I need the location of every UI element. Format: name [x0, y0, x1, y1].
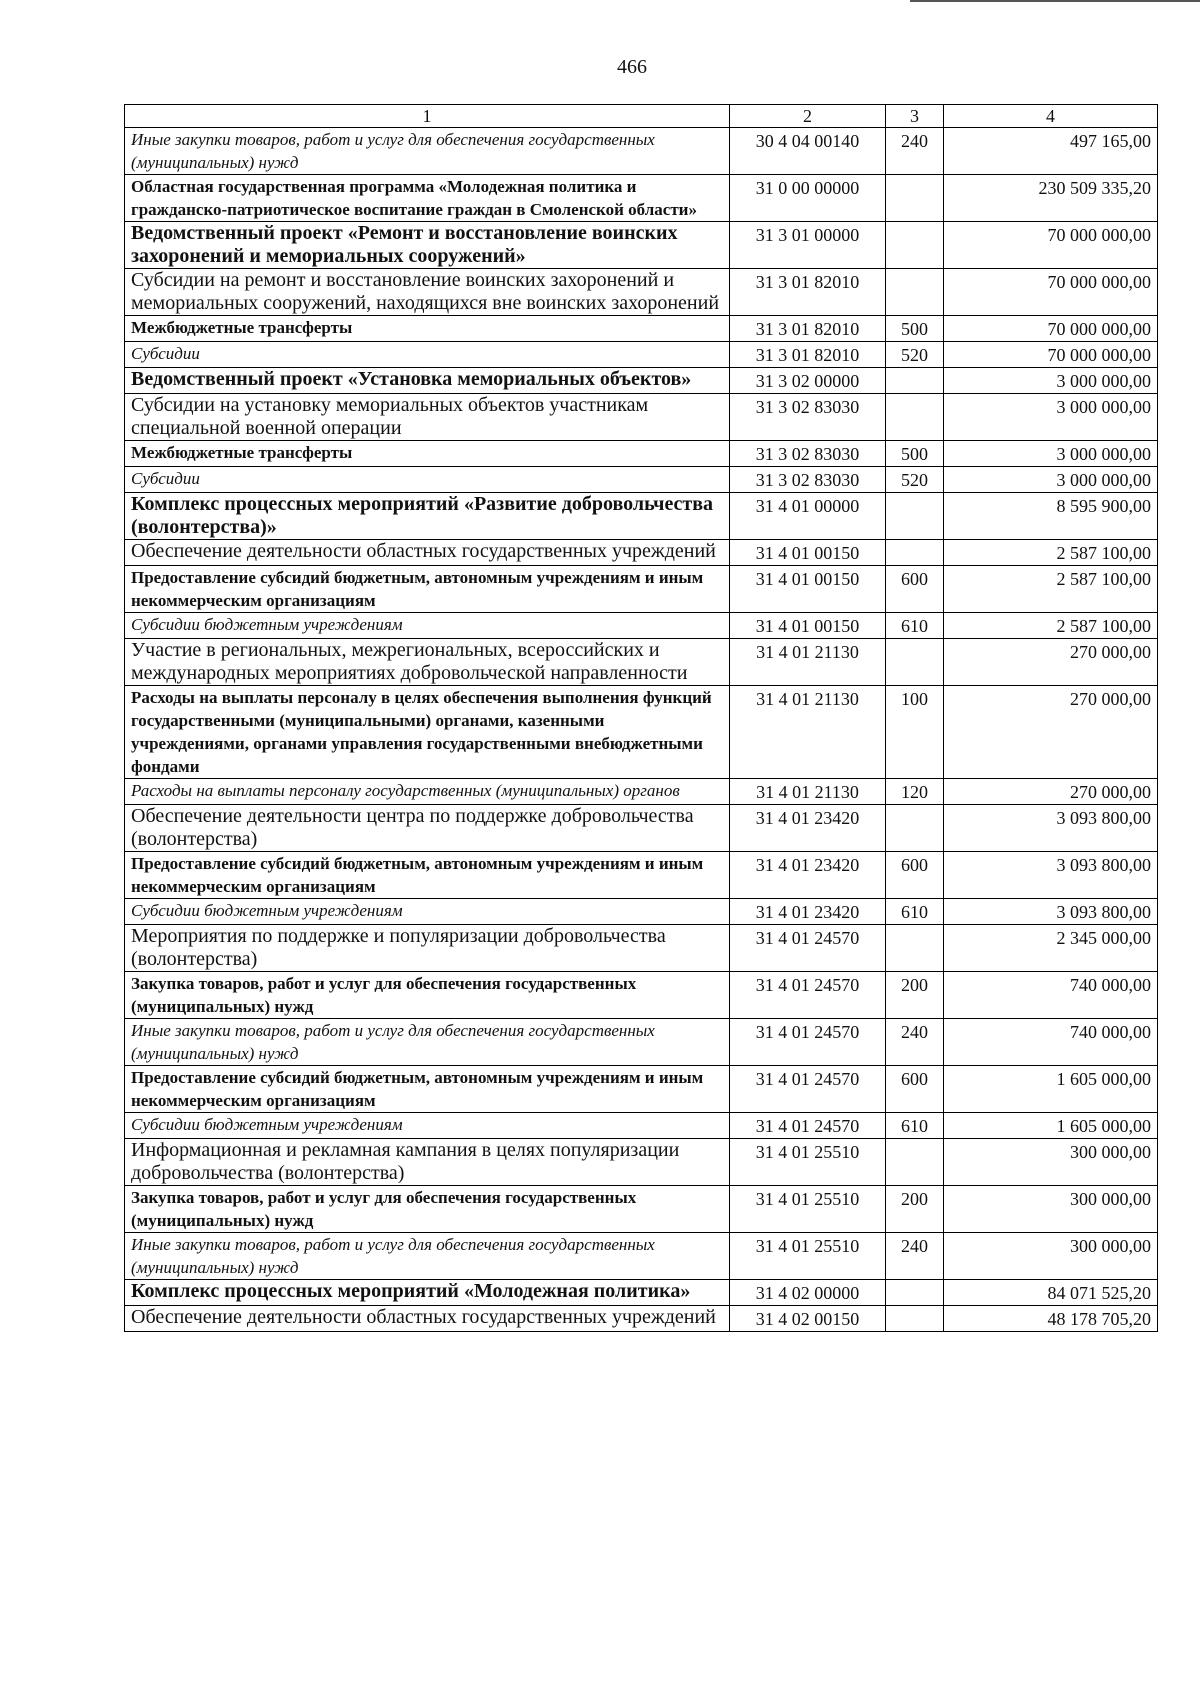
row-code-cell: 30 4 04 00140	[730, 128, 886, 175]
row-type-cell: 600	[886, 566, 944, 613]
row-code-cell: 31 4 01 00000	[730, 493, 886, 540]
table-row	[125, 686, 1158, 779]
row-name-cell: Предоставление субсидий бюджетным, автономным учреждениям и иным некоммерческим организациям	[125, 1066, 730, 1113]
row-code-cell: 31 4 01 25510	[730, 1139, 886, 1186]
row-code-cell: 31 3 01 82010	[730, 342, 886, 368]
row-name-cell: Предоставление субсидий бюджетным, автономным учреждениям и иным некоммерческим организациям	[125, 566, 730, 613]
row-amount-cell: 270 000,00	[944, 686, 1158, 779]
row-code-cell: 31 4 01 24570	[730, 972, 886, 1019]
table-row	[125, 899, 1158, 925]
table-row	[125, 805, 1158, 852]
row-amount-cell: 270 000,00	[944, 779, 1158, 805]
row-name-cell: Иные закупки товаров, работ и услуг для обеспечения государственных (муниципальных) нужд	[125, 128, 730, 175]
row-amount-cell: 300 000,00	[944, 1139, 1158, 1186]
table-row	[125, 1139, 1158, 1186]
table-row	[125, 972, 1158, 1019]
row-type-cell	[886, 269, 944, 316]
row-amount-cell: 497 165,00	[944, 128, 1158, 175]
row-name-cell: Межбюджетные трансферты	[125, 441, 730, 467]
row-code-cell: 31 3 02 83030	[730, 441, 886, 467]
row-code-cell: 31 4 01 00150	[730, 540, 886, 566]
table-row	[125, 1233, 1158, 1280]
row-amount-cell: 2 587 100,00	[944, 613, 1158, 639]
row-amount-cell: 70 000 000,00	[944, 269, 1158, 316]
row-amount-cell: 1 605 000,00	[944, 1066, 1158, 1113]
row-type-cell	[886, 639, 944, 686]
row-code-cell: 31 4 01 23420	[730, 852, 886, 899]
row-type-cell	[886, 925, 944, 972]
row-name-cell: Комплекс процессных мероприятий «Развитие добровольчества (волонтерства)»	[125, 493, 730, 540]
row-amount-cell: 3 000 000,00	[944, 467, 1158, 493]
row-amount-cell: 84 071 525,20	[944, 1280, 1158, 1306]
row-type-cell	[886, 368, 944, 394]
row-type-cell: 500	[886, 316, 944, 342]
row-amount-cell: 740 000,00	[944, 972, 1158, 1019]
row-amount-cell: 3 093 800,00	[944, 805, 1158, 852]
table-row	[125, 639, 1158, 686]
row-code-cell: 31 4 01 23420	[730, 805, 886, 852]
table-row	[125, 1306, 1158, 1332]
row-amount-cell: 8 595 900,00	[944, 493, 1158, 540]
row-name-cell: Информационная и рекламная кампания в целях популяризации добровольчества (волонтерства)	[125, 1139, 730, 1186]
row-amount-cell: 270 000,00	[944, 639, 1158, 686]
row-name-cell: Субсидии на ремонт и восстановление воинских захоронений и мемориальных сооружений, находящихся вне воинских захоронений	[125, 269, 730, 316]
row-type-cell	[886, 1280, 944, 1306]
row-type-cell: 240	[886, 1233, 944, 1280]
row-type-cell	[886, 175, 944, 222]
header-col-3: 3	[886, 105, 944, 128]
header-col-1: 1	[125, 105, 730, 128]
row-type-cell: 610	[886, 1113, 944, 1139]
row-amount-cell: 3 093 800,00	[944, 852, 1158, 899]
table-row	[125, 925, 1158, 972]
row-name-cell: Расходы на выплаты персоналу в целях обеспечения выполнения функций государственными (муниципальными) органами, казенными учреждениями, органами управления государственными внебюджетными фондами	[125, 686, 730, 779]
row-amount-cell: 230 509 335,20	[944, 175, 1158, 222]
table-row	[125, 852, 1158, 899]
table-row	[125, 128, 1158, 175]
row-type-cell	[886, 222, 944, 269]
row-name-cell: Субсидии бюджетным учреждениям	[125, 613, 730, 639]
table-header-row	[125, 105, 1158, 128]
row-name-cell: Межбюджетные трансферты	[125, 316, 730, 342]
row-code-cell: 31 4 01 25510	[730, 1186, 886, 1233]
row-code-cell: 31 4 01 24570	[730, 1019, 886, 1066]
row-code-cell: 31 4 01 21130	[730, 686, 886, 779]
row-code-cell: 31 4 01 24570	[730, 1066, 886, 1113]
table-row	[125, 540, 1158, 566]
table-row	[125, 493, 1158, 540]
row-type-cell: 600	[886, 852, 944, 899]
row-code-cell: 31 4 01 21130	[730, 639, 886, 686]
row-amount-cell: 3 093 800,00	[944, 899, 1158, 925]
row-type-cell: 240	[886, 128, 944, 175]
row-code-cell: 31 3 02 83030	[730, 394, 886, 441]
row-name-cell: Субсидии бюджетным учреждениям	[125, 1113, 730, 1139]
row-name-cell: Субсидии на установку мемориальных объектов участникам специальной военной операции	[125, 394, 730, 441]
table-row	[125, 1186, 1158, 1233]
row-code-cell: 31 4 01 23420	[730, 899, 886, 925]
row-type-cell: 200	[886, 1186, 944, 1233]
table-row	[125, 368, 1158, 394]
row-code-cell: 31 4 01 00150	[730, 566, 886, 613]
row-amount-cell: 2 587 100,00	[944, 540, 1158, 566]
table-row	[125, 222, 1158, 269]
table-row	[125, 566, 1158, 613]
row-type-cell	[886, 1139, 944, 1186]
row-code-cell: 31 3 02 83030	[730, 467, 886, 493]
row-name-cell: Закупка товаров, работ и услуг для обеспечения государственных (муниципальных) нужд	[125, 972, 730, 1019]
table-row	[125, 1019, 1158, 1066]
row-code-cell: 31 4 02 00150	[730, 1306, 886, 1332]
row-type-cell	[886, 493, 944, 540]
table-row	[125, 316, 1158, 342]
row-name-cell: Обеспечение деятельности областных государственных учреждений	[125, 1306, 730, 1332]
row-code-cell: 31 3 02 00000	[730, 368, 886, 394]
row-amount-cell: 3 000 000,00	[944, 368, 1158, 394]
row-amount-cell: 70 000 000,00	[944, 316, 1158, 342]
table-row	[125, 269, 1158, 316]
header-col-2: 2	[730, 105, 886, 128]
row-type-cell	[886, 394, 944, 441]
row-name-cell: Расходы на выплаты персоналу государственных (муниципальных) органов	[125, 779, 730, 805]
row-code-cell: 31 4 01 00150	[730, 613, 886, 639]
row-type-cell: 520	[886, 342, 944, 368]
row-name-cell: Обеспечение деятельности областных государственных учреждений	[125, 540, 730, 566]
table-row	[125, 467, 1158, 493]
row-name-cell: Мероприятия по поддержке и популяризации добровольчества (волонтерства)	[125, 925, 730, 972]
row-name-cell: Областная государственная программа «Молодежная политика и гражданско-патриотическое воспитание граждан в Смоленской области»	[125, 175, 730, 222]
row-code-cell: 31 4 01 21130	[730, 779, 886, 805]
row-type-cell: 200	[886, 972, 944, 1019]
row-amount-cell: 2 587 100,00	[944, 566, 1158, 613]
row-code-cell: 31 0 00 00000	[730, 175, 886, 222]
row-amount-cell: 70 000 000,00	[944, 222, 1158, 269]
row-type-cell	[886, 805, 944, 852]
row-name-cell: Иные закупки товаров, работ и услуг для обеспечения государственных (муниципальных) нужд	[125, 1233, 730, 1280]
page-number: 466	[617, 56, 647, 78]
row-code-cell: 31 4 02 00000	[730, 1280, 886, 1306]
row-name-cell: Комплекс процессных мероприятий «Молодежная политика»	[125, 1280, 730, 1306]
row-type-cell: 600	[886, 1066, 944, 1113]
table-row	[125, 441, 1158, 467]
row-code-cell: 31 3 01 82010	[730, 269, 886, 316]
row-name-cell: Предоставление субсидий бюджетным, автономным учреждениям и иным некоммерческим организациям	[125, 852, 730, 899]
row-code-cell: 31 3 01 00000	[730, 222, 886, 269]
row-code-cell: 31 4 01 24570	[730, 1113, 886, 1139]
budget-table	[124, 104, 1158, 1332]
scan-edge-line	[910, 0, 1200, 2]
row-type-cell: 120	[886, 779, 944, 805]
row-amount-cell: 300 000,00	[944, 1233, 1158, 1280]
row-type-cell: 610	[886, 899, 944, 925]
table-row	[125, 394, 1158, 441]
table-row	[125, 613, 1158, 639]
row-type-cell: 100	[886, 686, 944, 779]
table-row	[125, 779, 1158, 805]
row-amount-cell: 70 000 000,00	[944, 342, 1158, 368]
table-row	[125, 1066, 1158, 1113]
row-code-cell: 31 3 01 82010	[730, 316, 886, 342]
row-amount-cell: 3 000 000,00	[944, 394, 1158, 441]
row-amount-cell: 3 000 000,00	[944, 441, 1158, 467]
row-amount-cell: 740 000,00	[944, 1019, 1158, 1066]
row-name-cell: Закупка товаров, работ и услуг для обеспечения государственных (муниципальных) нужд	[125, 1186, 730, 1233]
row-code-cell: 31 4 01 24570	[730, 925, 886, 972]
row-type-cell: 610	[886, 613, 944, 639]
row-name-cell: Иные закупки товаров, работ и услуг для обеспечения государственных (муниципальных) нужд	[125, 1019, 730, 1066]
table-row	[125, 1280, 1158, 1306]
row-name-cell: Участие в региональных, межрегиональных, всероссийских и международных мероприятиях добровольческой направленности	[125, 639, 730, 686]
row-amount-cell: 1 605 000,00	[944, 1113, 1158, 1139]
budget-table-body	[125, 105, 1158, 1332]
table-row	[125, 175, 1158, 222]
row-type-cell: 500	[886, 441, 944, 467]
row-name-cell: Ведомственный проект «Установка мемориальных объектов»	[125, 368, 730, 394]
row-name-cell: Субсидии	[125, 342, 730, 368]
row-type-cell	[886, 540, 944, 566]
row-amount-cell: 2 345 000,00	[944, 925, 1158, 972]
row-name-cell: Ведомственный проект «Ремонт и восстановление воинских захоронений и мемориальных сооружений»	[125, 222, 730, 269]
row-name-cell: Обеспечение деятельности центра по поддержке добровольчества (волонтерства)	[125, 805, 730, 852]
row-type-cell	[886, 1306, 944, 1332]
row-amount-cell: 48 178 705,20	[944, 1306, 1158, 1332]
table-row	[125, 342, 1158, 368]
row-type-cell: 240	[886, 1019, 944, 1066]
row-amount-cell: 300 000,00	[944, 1186, 1158, 1233]
row-name-cell: Субсидии	[125, 467, 730, 493]
header-col-4: 4	[944, 105, 1158, 128]
row-name-cell: Субсидии бюджетным учреждениям	[125, 899, 730, 925]
row-type-cell: 520	[886, 467, 944, 493]
table-row	[125, 1113, 1158, 1139]
row-code-cell: 31 4 01 25510	[730, 1233, 886, 1280]
